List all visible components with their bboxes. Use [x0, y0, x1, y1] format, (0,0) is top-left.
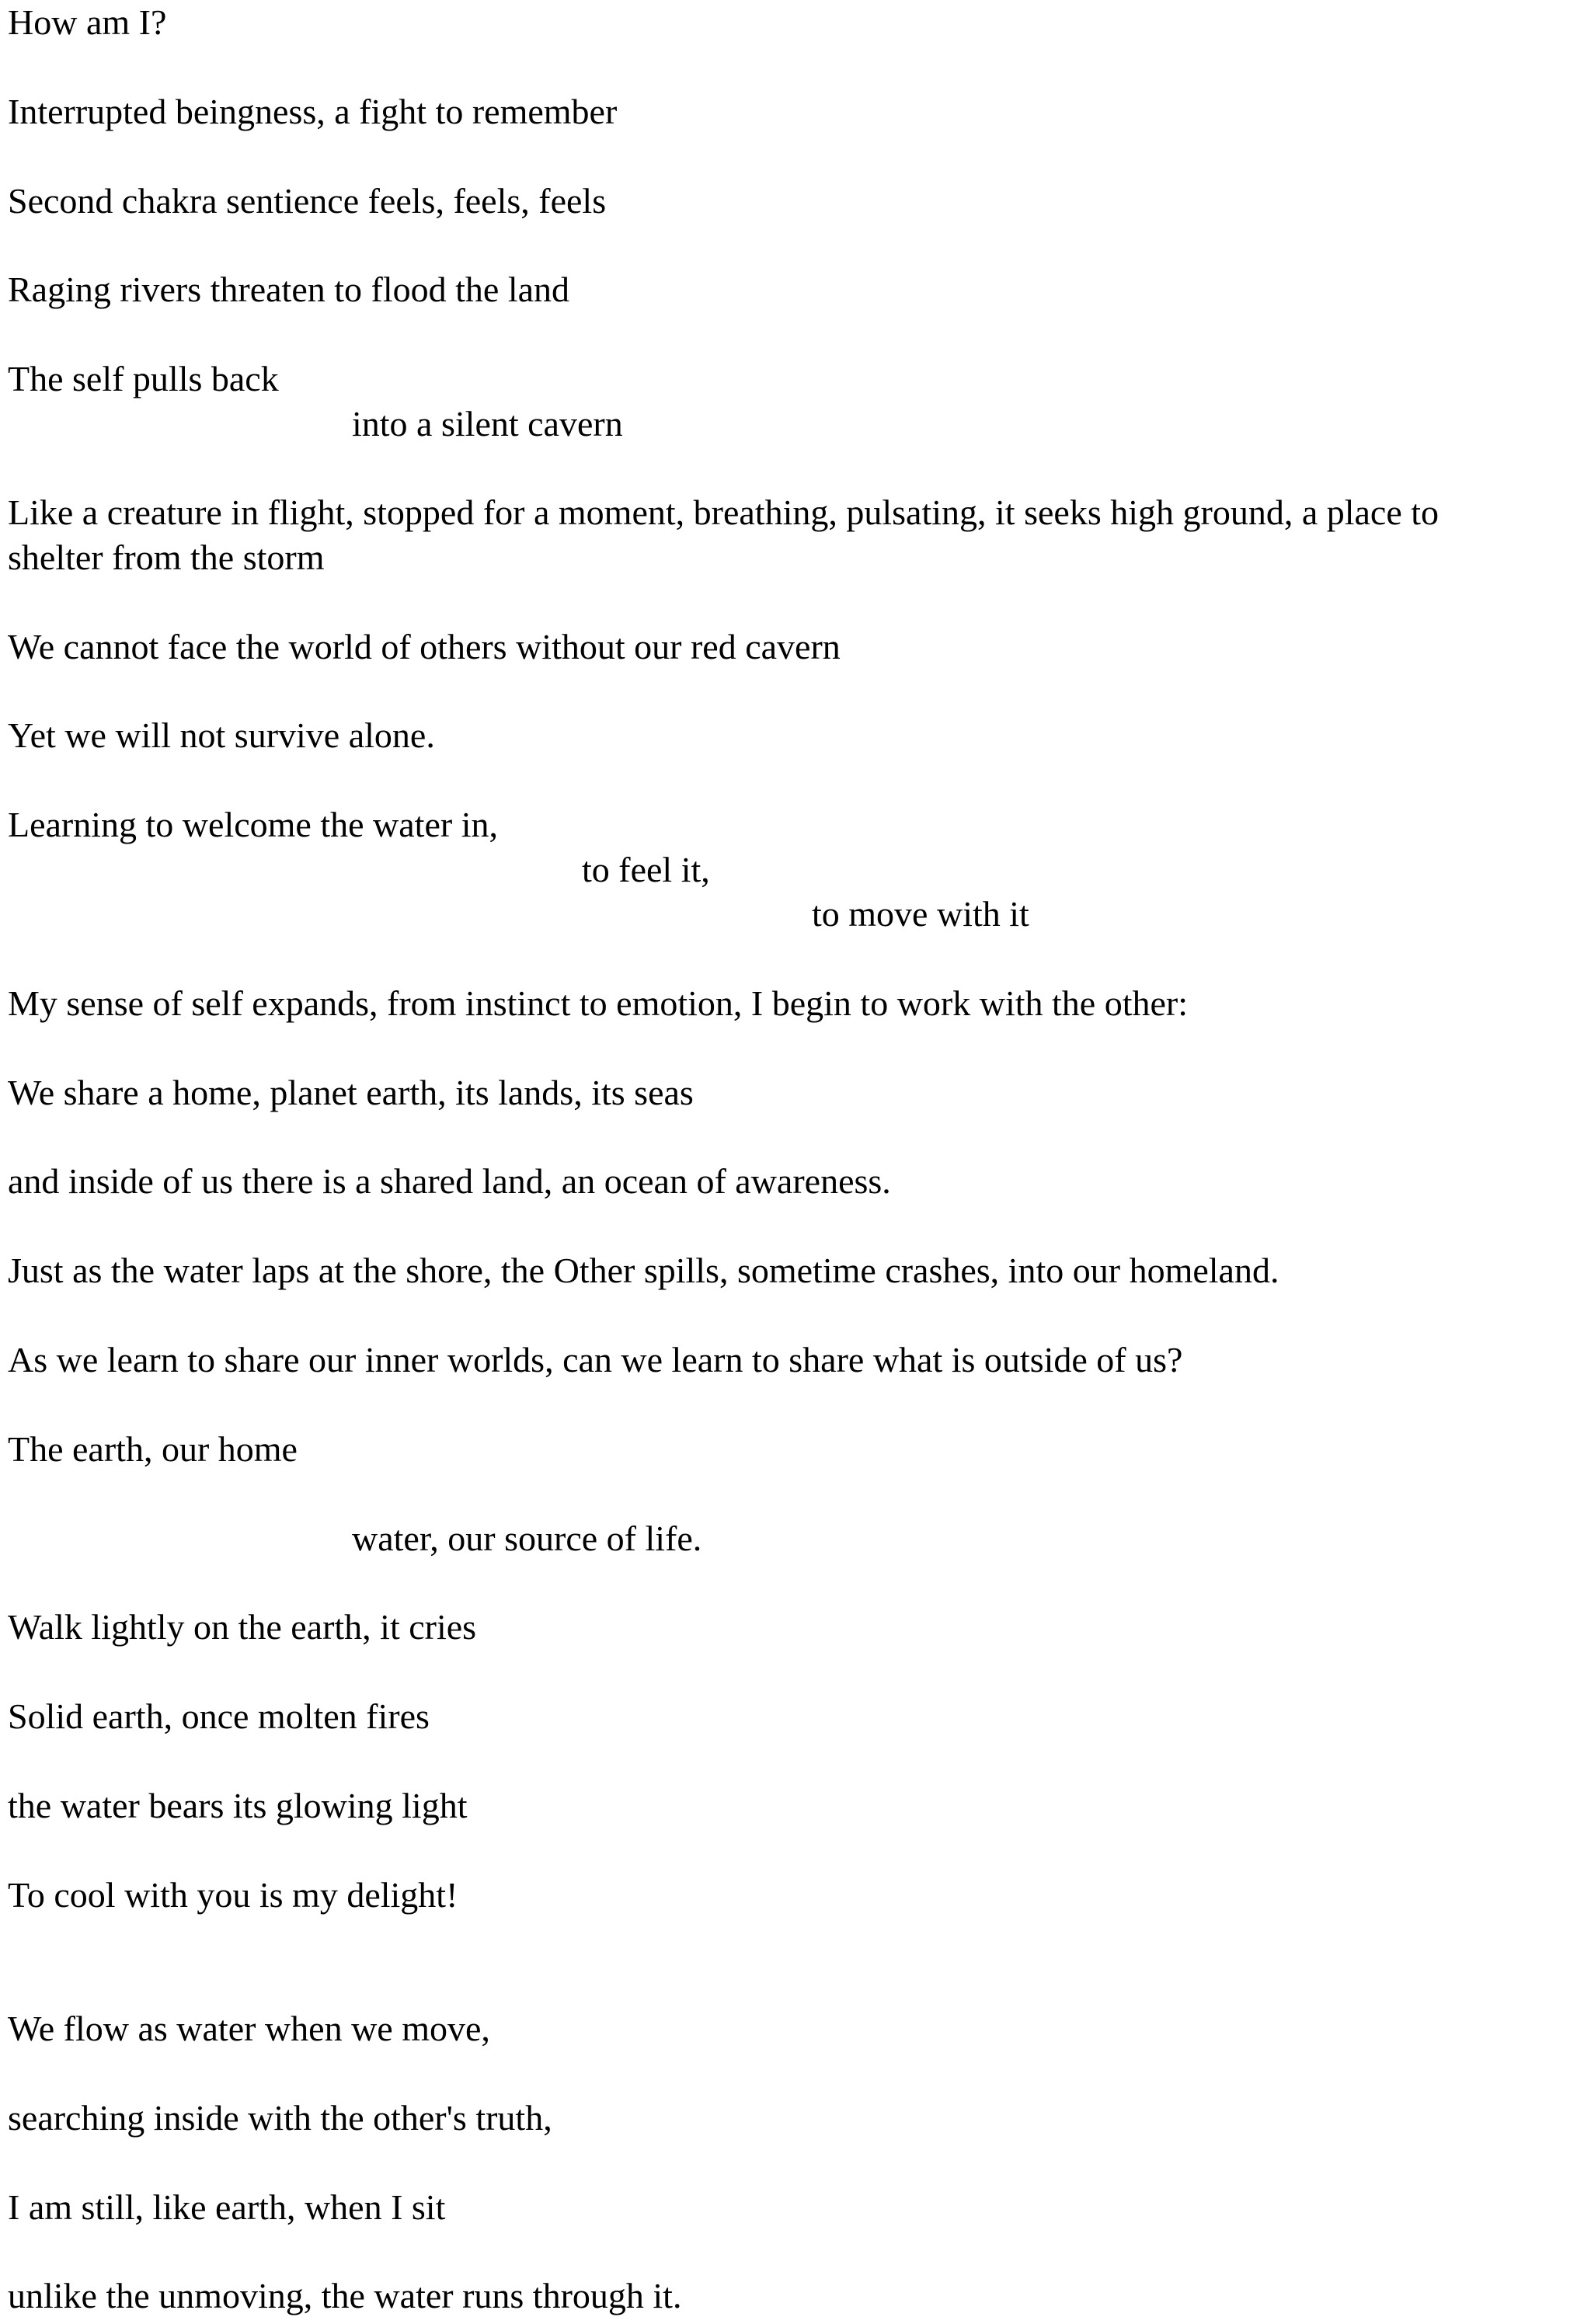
poem-line: We cannot face the world of others without our red cavern — [8, 626, 841, 666]
poem-line: My sense of self expands, from instinct to emotion, I begin to work with the other: — [8, 983, 1189, 1023]
poem-line: We share a home, planet earth, its lands, its seas — [8, 1072, 694, 1112]
poem-line: Second chakra sentience feels, feels, feels — [8, 180, 607, 221]
poem-line: As we learn to share our inner worlds, can we learn to share what is outside of us? — [8, 1340, 1183, 1379]
poem-line: the water bears its glowing light — [8, 1786, 468, 1825]
poem-line: to feel it, — [582, 849, 710, 889]
poem-line: Just as the water laps at the shore, the Other spills, sometime crashes, into our homeland. — [8, 1251, 1279, 1291]
poem-line: to move with it — [812, 894, 1029, 934]
poem-line: Learning to welcome the water in, — [8, 805, 498, 845]
poem-line: The self pulls back — [8, 359, 279, 399]
poem-line: shelter from the storm — [8, 537, 325, 577]
poem-line: The earth, our home — [8, 1428, 298, 1469]
poem-line: Interrupted beingness, a fight to remember — [8, 91, 618, 131]
poem-line: and inside of us there is a shared land, an ocean of awareness. — [8, 1161, 891, 1202]
poem-line: Walk lightly on the earth, it cries — [8, 1607, 477, 1647]
poem-line: Yet we will not survive alone. — [8, 715, 435, 756]
poem-line: Like a creature in flight, stopped for a moment, breathing, pulsating, it seeks high ground, a place to — [8, 492, 1440, 533]
poem-line: To cool with you is my delight! — [8, 1874, 458, 1915]
poem-line: searching inside with the other's truth, — [8, 2097, 552, 2138]
poem-line: Solid earth, once molten fires — [8, 1696, 430, 1737]
poem-line: unlike the unmoving, the water runs through it. — [8, 2276, 682, 2316]
poem-line: water, our source of life. — [352, 1518, 702, 1558]
poem-line: How am I? — [8, 2, 167, 42]
poem-line: into a silent cavern — [352, 403, 623, 444]
poem-line: I am still, like earth, when I sit — [8, 2187, 446, 2227]
poem-line: Raging rivers threaten to flood the land — [8, 270, 570, 310]
poem-line: We flow as water when we move, — [8, 2009, 490, 2048]
